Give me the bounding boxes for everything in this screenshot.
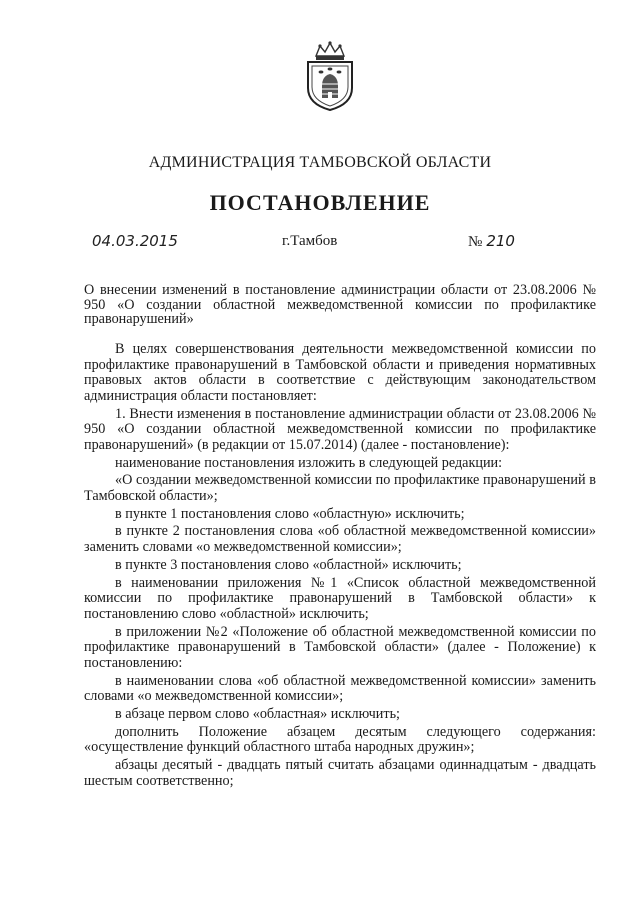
paragraph: в наименовании приложения №1 «Список областной межведомственной комиссии по профилактике правонарушений в Тамбовской области» к постановлению слово «областной» исключить; [84, 574, 596, 622]
document-subject: О внесении изменений в постановление администрации области от 23.08.2006 № 950 «О создании областной межведомственной комиссии по профилактике правонарушений» [84, 282, 596, 327]
paragraph: в наименовании слова «об областной межведомственной комиссии» заменить словами «о межведомственной комиссии»; [84, 672, 596, 705]
paragraph: абзацы десятый - двадцать пятый считать абзацами одиннадцатым - двадцать шестым соответственно; [84, 757, 596, 789]
paragraph: в абзаце первом слово «областная» исключить; [115, 705, 400, 722]
number-label: № [468, 234, 483, 250]
paragraph: в пункте 2 постановления слова «об областной межведомственной комиссии» заменить словами «о межведомственной комиссии»; [84, 523, 596, 556]
organization-title: АДМИНИСТРАЦИЯ ТАМБОВСКОЙ ОБЛАСТИ [148, 154, 492, 171]
document-number [468, 232, 515, 251]
paragraph: 1. Внести изменения в постановление администрации области от 23.08.2006 № 950 «О создании областной межведомственной комиссии по профилактике правонарушений» (в редакции от 15.07.2014) (далее - постановление): [84, 405, 596, 453]
paragraph: в пункте 1 постановления слово «областную» исключить; [115, 505, 465, 522]
paragraph: дополнить Положение абзацем десятым следующего содержания: «осуществление функций областного штаба народных дружин»; [84, 723, 596, 756]
document-body [84, 342, 596, 791]
paragraph: в пункте 3 постановления слово «областной» исключить; [115, 556, 462, 573]
coat-of-arms-icon [302, 40, 358, 112]
document-type-title: ПОСТАНОВЛЕНИЕ [209, 190, 431, 215]
number-value: 210 [486, 232, 515, 250]
paragraph: В целях совершенствования деятельности межведомственной комиссии по профилактике правонарушений в Тамбовской области и приведения нормативных правовых актов области в соответствие с действующим законодательством администрация области постановляет: [84, 341, 596, 404]
paragraph: в приложении №2 «Положение об областной межведомственной комиссии по профилактике правонарушений в Тамбовской области» (далее - Положение) к постановлению: [84, 623, 596, 671]
document-date: 04.03.2015 [92, 232, 178, 250]
paragraph: наименование постановления изложить в следующей редакции: [115, 454, 503, 471]
document-city: г.Тамбов [282, 233, 338, 249]
paragraph: «О создании межведомственной комиссии по профилактике правонарушений в Тамбовской области»; [84, 472, 596, 504]
